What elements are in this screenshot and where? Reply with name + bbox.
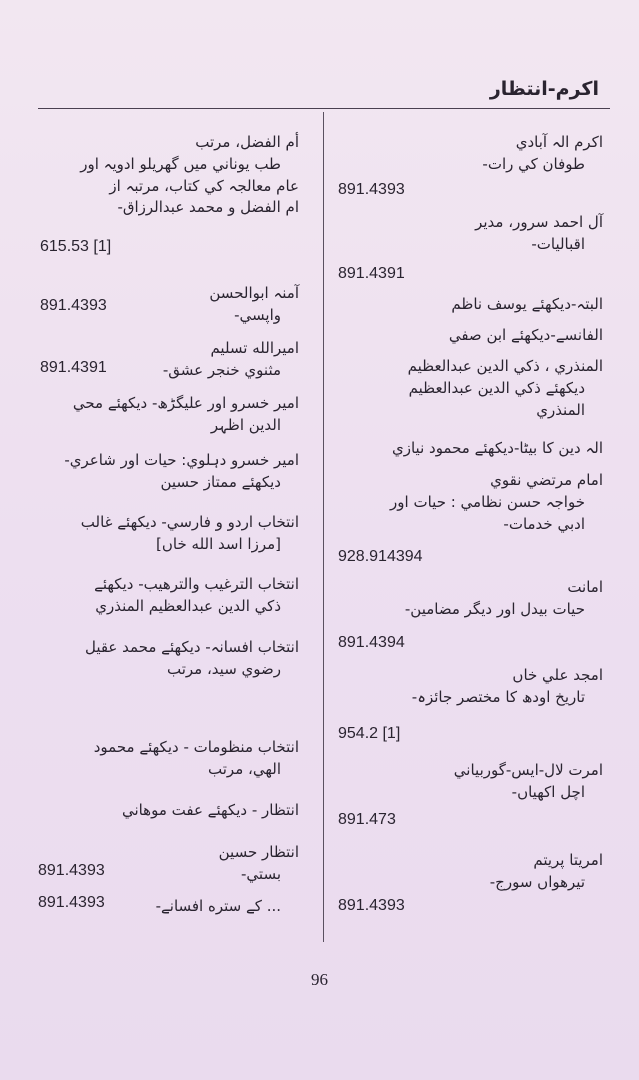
entry-title: خواجہ حسن نظامي : حيات اور: [390, 492, 585, 511]
entry-title: مثنوي خنجر عشق-: [162, 360, 281, 379]
entry-title: اچل اکھياں-: [511, 782, 585, 801]
entry-title: طب يوناني ميں گھريلو ادويہ اور: [80, 154, 281, 173]
entry-heading: امام مرتضي نقوي: [490, 471, 603, 489]
class-number: 891.4394: [338, 634, 405, 651]
catalog-entry: [81, 512, 299, 556]
entry-heading: اکرم الہ آبادي: [515, 133, 603, 151]
catalog-entry: [80, 132, 299, 219]
entry-heading: انتخاب اردو و فارسي- ديکھئے غالب: [80, 513, 299, 531]
running-header: اکرم-انتظار: [489, 78, 599, 100]
catalog-entry: [392, 438, 603, 460]
entry-heading: امير خسرو دہلوي: حيات اور شاعري-: [64, 451, 299, 469]
class-number: 891.4393: [338, 181, 405, 198]
entry-heading: امرت لال-ايس-گوربياني: [453, 761, 603, 779]
entry-heading: امجد علي خاں: [512, 666, 603, 684]
catalog-entry: [73, 393, 299, 437]
catalog-entry: [156, 896, 299, 918]
entry-line: [مرزا اسد الله خاں]: [156, 534, 281, 553]
entry-heading: انتخاب الترغيب والترهيب- ديکھئے: [94, 575, 299, 593]
entry-line: ذکي الدين عبدالعظيم المنذري: [95, 596, 281, 615]
catalog-entry: [85, 637, 299, 681]
catalog-entry: [475, 212, 603, 256]
page-number: 96: [311, 970, 328, 989]
entry-heading: امريتا پريتم: [533, 851, 603, 869]
catalog-entry: [490, 850, 603, 894]
catalog-entry: [94, 737, 299, 781]
class-number: 891.4393: [338, 897, 405, 914]
catalog-entry: [408, 356, 603, 421]
entry-title: عام معالجہ کي کتاب، مرتبہ از: [109, 176, 299, 195]
entry-line: رضوي سيد، مرتب: [166, 659, 281, 678]
entry-heading: امانت: [567, 578, 603, 596]
entry-line: المنذري: [536, 400, 585, 419]
class-number: 891.4393: [38, 862, 105, 879]
catalog-entry: [482, 132, 603, 176]
entry-heading: آل احمد سرور، مدير: [475, 213, 603, 231]
catalog-entry: [219, 842, 299, 886]
class-number: 891.4393: [38, 894, 105, 911]
entry-title: واپسي-: [234, 305, 281, 324]
entry-heading: أم الفضل، مرتب: [195, 133, 299, 151]
catalog-entry: [122, 800, 299, 822]
entry-title: طوفان کي رات-: [482, 154, 585, 173]
catalog-entry: [163, 338, 299, 382]
catalog-entry: [94, 574, 299, 618]
entry-title: اقباليات-: [531, 234, 585, 253]
entry-title: حيات بيدل اور ديگر مضامين-: [404, 599, 585, 618]
class-number: 891.4391: [338, 265, 405, 282]
entry-heading: انتظار - ديکھئے عفت موهاني: [121, 801, 299, 819]
entry-heading: انتخاب افسانہ- ديکھئے محمد عقيل: [84, 638, 299, 656]
class-number: 891.4391: [40, 359, 107, 376]
column-divider: [323, 112, 324, 942]
entry-heading: امير خسرو اور عليگڑھ- ديکھئے محي: [72, 394, 299, 412]
class-number: 928.914394: [338, 548, 423, 565]
catalog-entry: [405, 577, 603, 621]
entry-heading: الفانسے-ديکھئے ابن صفي: [448, 326, 603, 344]
entry-heading: انتخاب منظومات - ديکھئے محمود: [93, 738, 299, 756]
catalog-entry: [451, 294, 603, 316]
entry-heading: المنذري ، ذکي الدين عبدالعظيم: [407, 357, 603, 375]
entry-title: تاريخ اودھ کا مختصر جائزہ-: [411, 687, 585, 706]
entry-title: ام الفضل و محمد عبدالرزاق-: [117, 198, 299, 217]
entry-heading: انتظار حسين: [218, 843, 299, 861]
entry-heading: الہ دين کا بيٹا-ديکھئے محمود نيازي: [391, 439, 603, 457]
class-number: 891.4393: [40, 297, 107, 314]
entry-line: الدين اظہر: [210, 415, 281, 434]
entry-title: ادبي خدمات-: [503, 514, 585, 533]
class-number: 615.53 [1]: [40, 238, 112, 255]
entry-title: ... کے ستره افسانے-: [155, 897, 281, 915]
catalog-entry: [390, 470, 603, 535]
catalog-entry: [64, 450, 299, 494]
catalog-entry: [449, 325, 603, 347]
class-number: 954.2 [1]: [338, 725, 401, 742]
header-rule: [38, 108, 610, 109]
entry-title: بستي-: [241, 864, 281, 883]
catalog-entry: [412, 665, 603, 709]
catalog-entry: [209, 283, 299, 327]
catalog-entry: [454, 760, 603, 804]
entry-heading: البتہ-ديکھئے يوسف ناظم: [451, 295, 603, 313]
entry-line: ديکھئے ذکي الدين عبدالعظيم: [408, 378, 585, 397]
entry-line: الهي، مرتب: [208, 759, 281, 778]
entry-title: تيرھواں سورج-: [489, 872, 585, 891]
entry-heading: اميرالله تسليم: [210, 339, 299, 357]
entry-line: ديکھئے ممتاز حسين: [160, 472, 281, 491]
entry-heading: آمنہ ابوالحسن: [209, 284, 299, 302]
class-number: 891.473: [338, 811, 396, 828]
